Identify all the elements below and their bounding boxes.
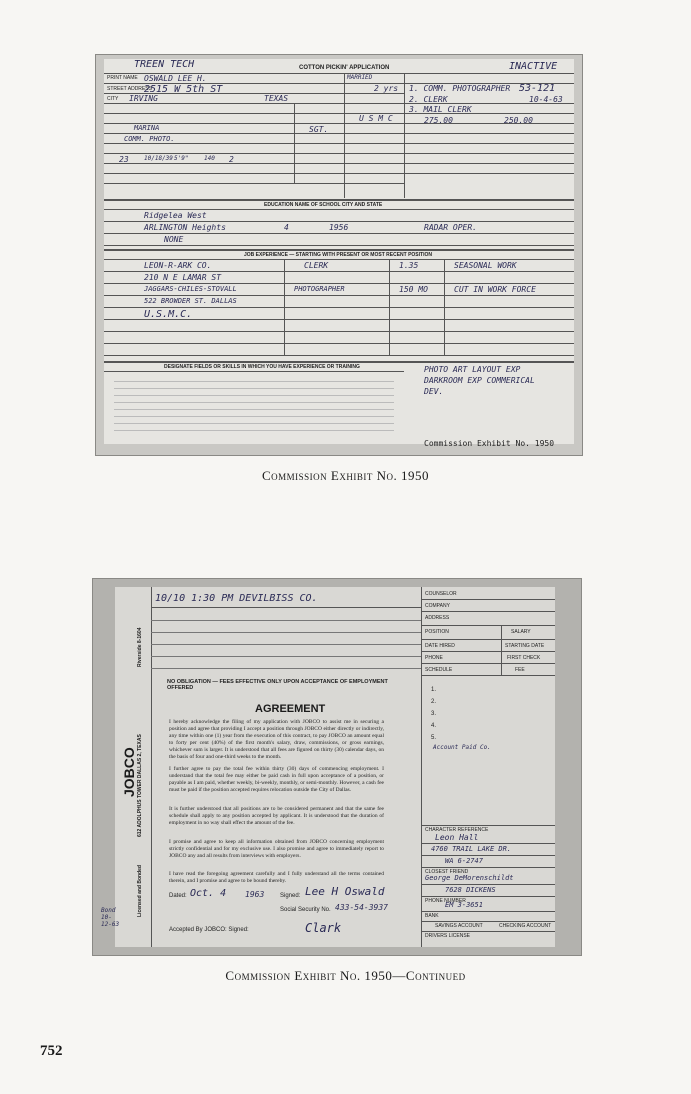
bank-label: BANK bbox=[425, 913, 439, 919]
caption-2: Commission Exhibit No. 1950—Continued bbox=[225, 968, 466, 983]
signed-label: Signed: bbox=[280, 893, 301, 899]
label-fee: FEE bbox=[515, 667, 525, 673]
closest-friend-address: 7628 DICKENS bbox=[445, 886, 496, 894]
jobco-phone: Riverside 8-1604 bbox=[137, 627, 143, 667]
label-starting-date: STARTING DATE bbox=[505, 643, 545, 649]
job-1-salary: 1.35 bbox=[399, 261, 419, 270]
agreement-para-4: I promise and agree to keep all information obtained from JOBCO concerning employment strictly confidential and for my exclusive use. I also promise and agree to immediately report to JOBCO any and all results from interviews with employers. bbox=[169, 839, 384, 859]
year: 1956 bbox=[329, 223, 349, 232]
char-ref-label: CHARACTER REFERENCE bbox=[425, 827, 489, 833]
exhibit-1-photo bbox=[95, 54, 583, 456]
caption-1: Commission Exhibit No. 1950 bbox=[261, 468, 429, 483]
school-2: ARLINGTON Heights bbox=[144, 223, 226, 232]
occupation: COMM. PHOTO. bbox=[124, 135, 175, 143]
phone-code: 53-121 bbox=[519, 83, 556, 94]
job-2-position: PHOTOGRAPHER bbox=[294, 285, 345, 293]
position-2: 2. CLERK bbox=[409, 95, 448, 104]
school-1: Ridgelea West bbox=[144, 211, 207, 220]
wife-name: MARINA bbox=[134, 124, 160, 132]
header-handwriting: TREEN TECH bbox=[134, 59, 195, 70]
job-1-position: CLERK bbox=[304, 261, 329, 270]
dated-year: 1963 bbox=[245, 890, 265, 899]
job-2-address: 522 BROWDER ST. DALLAS bbox=[144, 297, 237, 305]
phone-number-label: PHONE NUMBER bbox=[425, 898, 466, 904]
how-long: 2 yrs bbox=[374, 84, 399, 93]
exhibit-label: Commission Exhibit No. 1950 bbox=[424, 439, 555, 448]
application-form: TREEN TECH COTTON PICKIN' APPLICATION INACTIVE PRINT NAME OSWALD LEE H. MARRIED STREET ADDRESS 2515 W 5th ST 2 yrs CITY IRVING TEXAS 1. COMM. PHOTOGRAPHER 53-121 2. CLERK 10-4-63 3. MAIL CLERK MARINA U S M C SGT. 275.00 250.00 COMM. PHOTO. 23 10/18/39 5'9" 140 2 EDUCATION NAME OF SCHOOL CITY AND STATE Ridgelea West ARLINGTON Heights 4 1956 RADAR OPER. NONE JOB EXPERIENCE — STARTING WITH PRESENT OR MOST RECENT POSITION LEON-R-ARK CO. CLERK 1.35 SEASONAL WORK 210 N E LAMAR ST JAGGARS-CHILES-STOVALL PHOTOGRAPHER 150 MO CUT IN WORK FORCE 522 BROWDER ST. DALLAS U.S.M.C. DESIGNATE FIELDS OR SKILLS IN WHICH YOU HAVE EXPERIENCE OR TRAINING PHOTO ART LAYOUT EXP DARKROOM EXP COMMERICAL DEV. Commission Exhibit No. 1950 bbox=[104, 59, 574, 444]
agreement-para-1: I hereby acknowledge the filing of my application with JOBCO to assist me in securing a position and agree that providing I accept a position through JOBCO either directly or indirectly, any time within one (1) year from the execution of this contract, to pay JOBCO an amount equal to forty per cent (40%) of the first month's salary, draw, commissions, or gross earnings, whichever sum is larger. It is understood that all fees are figured on thirty (30) calendar days, on the basis of four and one-third weeks to the month. bbox=[169, 719, 384, 760]
ssn-value: 433-54-3937 bbox=[335, 903, 388, 912]
jobco-name: JOBCO bbox=[121, 747, 137, 797]
rating: SGT. bbox=[309, 125, 329, 134]
agreement-title: AGREEMENT bbox=[255, 703, 326, 715]
jobco-address: 612 ADOLPHUS TOWER DALLAS 2, TEXAS bbox=[137, 734, 143, 837]
marital-status: MARRIED bbox=[347, 74, 373, 81]
children: 2 bbox=[229, 155, 234, 164]
schedule-3: 3. bbox=[431, 711, 437, 717]
job-3-firm: U.S.M.C. bbox=[144, 309, 193, 320]
label-salary: SALARY bbox=[511, 629, 531, 635]
agreement-para-5: I have read the foregoing agreement carefully and I fully understand all the terms contained therein, and I promise and agree to be bound thereby. bbox=[169, 871, 384, 884]
position-3: 3. MAIL CLERK bbox=[409, 105, 472, 114]
schedule-4: 4. bbox=[431, 723, 437, 729]
weight: 140 bbox=[204, 155, 215, 162]
closest-friend-name: George DeMorenschildt bbox=[425, 874, 514, 882]
label-counselor: COUNSELOR bbox=[425, 591, 457, 597]
job-2-firm: JAGGARS-CHILES-STOVALL bbox=[144, 285, 237, 293]
height: 5'9" bbox=[174, 155, 189, 162]
phone-number-value: EM 3-3651 bbox=[445, 901, 483, 909]
job-1-firm: LEON-R-ARK CO. bbox=[144, 261, 212, 270]
education-title: EDUCATION NAME OF SCHOOL CITY AND STATE bbox=[264, 202, 383, 208]
ssn-label: Social Security No. bbox=[280, 907, 331, 913]
savings-label: SAVINGS ACCOUNT bbox=[435, 923, 483, 929]
college: NONE bbox=[164, 235, 184, 244]
birth-date: 10/18/39 bbox=[144, 155, 173, 162]
salary-expected: 275.00 bbox=[424, 116, 453, 125]
agreement-para-3: It is further understood that all positions are to be considered permanent and that the same fee schedule shall apply to any position accepted by applicant. It is understood that the duration of employment in no way shall effect the amount of the fee. bbox=[169, 806, 384, 826]
char-ref-phone: WA 6-2747 bbox=[445, 857, 483, 865]
branch: U S M C bbox=[359, 114, 393, 123]
label-schedule: SCHEDULE bbox=[425, 667, 453, 673]
accepted-label: Accepted By JOBCO: Signed: bbox=[169, 927, 249, 933]
skills-title: DESIGNATE FIELDS OR SKILLS IN WHICH YOU HAVE EXPERIENCE OR TRAINING bbox=[164, 364, 360, 370]
label-first-check: FIRST CHECK bbox=[507, 655, 541, 661]
grade: 4 bbox=[284, 223, 289, 232]
closest-friend-label: CLOSEST FRIEND bbox=[425, 869, 469, 875]
label-address: ADDRESS bbox=[425, 615, 450, 621]
jobco-form bbox=[101, 587, 555, 947]
schedule-2: 2. bbox=[431, 699, 437, 705]
job-title: JOB EXPERIENCE — STARTING WITH PRESENT OR MOST RECENT POSITION bbox=[244, 252, 432, 258]
no-obligation-notice: NO OBLIGATION — FEES EFFECTIVE ONLY UPON ACCEPTANCE OF EMPLOYMENT OFFERED bbox=[167, 679, 388, 691]
dated-label: Dated: bbox=[169, 893, 187, 899]
drivers-license-label: DRIVERS LICENSE bbox=[425, 933, 471, 939]
state: TEXAS bbox=[264, 94, 289, 103]
label-phone: PHONE bbox=[425, 655, 443, 661]
accepted-signature: Clark bbox=[305, 921, 342, 935]
application-date: 10-4-63 bbox=[529, 95, 563, 104]
schedule-1: 1. bbox=[431, 687, 437, 693]
salary-minimum: 250.00 bbox=[504, 116, 533, 125]
checking-label: CHECKING ACCOUNT bbox=[499, 923, 552, 929]
job-1-reason: SEASONAL WORK bbox=[454, 261, 517, 270]
status-stamp: INACTIVE bbox=[509, 61, 558, 72]
applicant-name: OSWALD LEE H. bbox=[144, 74, 207, 83]
devilbiss-entry: 10/10 1:30 PM DEVILBISS CO. bbox=[155, 593, 318, 604]
entry-grid bbox=[151, 609, 421, 669]
form-title: COTTON PICKIN' APPLICATION bbox=[299, 65, 390, 71]
side-note: Bond 10-12-63 bbox=[101, 907, 120, 928]
page-number: 752 bbox=[40, 1043, 63, 1059]
agreement-para-2: I further agree to pay the total fee within thirty (30) days of commencing employment. I understand that the total fee may either be paid cash in full upon acceptance of a position, or payable as I am paid, whether weekly, bi-weekly, monthly, or semi-monthly. However, a cash fee must be paid if the position accepted requires relocation outside the City of Dallas. bbox=[169, 766, 384, 793]
city: IRVING bbox=[129, 94, 158, 103]
job-2-reason: CUT IN WORK FORCE bbox=[454, 285, 536, 294]
exhibit-2-photo bbox=[92, 578, 582, 956]
street-address: 2515 W 5th ST bbox=[144, 84, 223, 95]
char-ref-name: Leon Hall bbox=[435, 833, 479, 842]
position-1: 1. COMM. PHOTOGRAPHER bbox=[409, 84, 511, 93]
applicant-signature: Lee H Oswald bbox=[305, 885, 385, 898]
age: 23 bbox=[119, 155, 129, 164]
label-date-hired: DATE HIRED bbox=[425, 643, 455, 649]
label-company: COMPANY bbox=[425, 603, 450, 609]
dated-value: Oct. 4 bbox=[190, 888, 227, 899]
schedule-5: 5. bbox=[431, 735, 437, 741]
skills-grid bbox=[114, 375, 394, 435]
skills-notes: PHOTO ART LAYOUT EXP DARKROOM EXP COMMERICAL DEV. bbox=[424, 365, 535, 396]
licensed-bonded: Licensed and Bonded bbox=[137, 865, 143, 917]
job-1-address: 210 N E LAMAR ST bbox=[144, 273, 222, 282]
schedule-note: Account Paid Co. bbox=[433, 744, 491, 751]
technical: RADAR OPER. bbox=[424, 223, 477, 232]
job-2-salary: 150 MO bbox=[399, 285, 428, 294]
char-ref-address: 4760 TRAIL LAKE DR. bbox=[431, 845, 512, 853]
label-position: POSITION bbox=[425, 629, 449, 635]
